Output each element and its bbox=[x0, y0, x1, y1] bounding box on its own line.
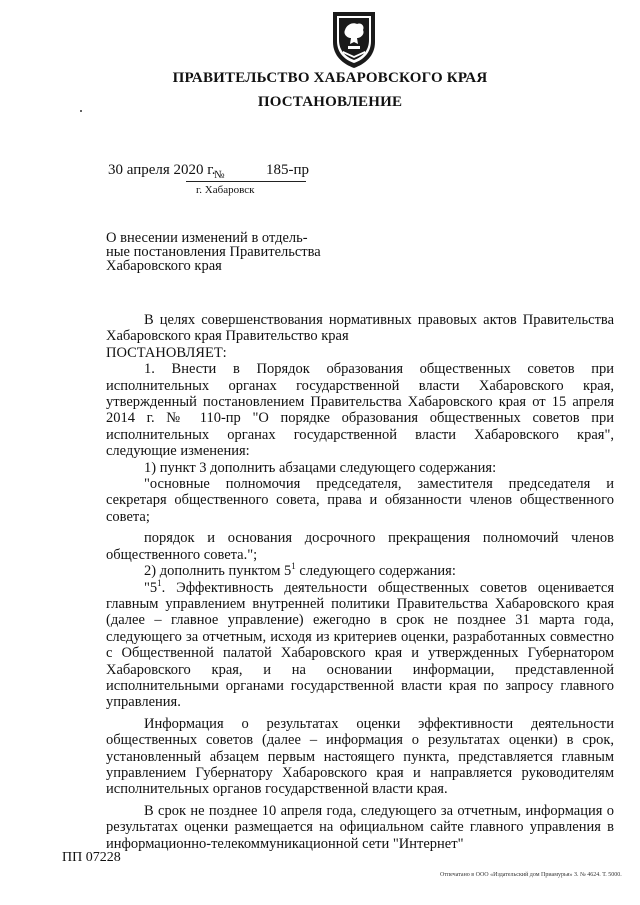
date-underline bbox=[186, 181, 306, 182]
document-subject bbox=[106, 231, 338, 273]
subject-line: ные постановления Правительства bbox=[106, 244, 321, 260]
document-date: 30 апреля 2020 г. bbox=[108, 162, 216, 178]
subject-line: Хабаровского края bbox=[106, 258, 222, 274]
point-5-1-paragraph bbox=[106, 577, 614, 711]
results-info-paragraph: Информация о результатах оценки эффективности деятельности общественных советов (далее – информация о результатах оценки) в срок, установленный абзацем первым настоящего пункта, представляется главным управлением Губернатору Хабаровского края и направляется руководителям исполнительных органов государственной власти края. bbox=[106, 715, 614, 798]
scan-speck bbox=[80, 110, 82, 112]
subitem-1-paragraph: 1) пункт 3 дополнить абзацами следующего содержания: bbox=[144, 459, 497, 476]
superscript: 1 bbox=[157, 577, 162, 588]
coat-of-arms-icon bbox=[327, 8, 381, 70]
subitem-2-text: 2) дополнить пунктом 5 bbox=[144, 563, 292, 580]
decree-word: ПОСТАНОВЛЯЕТ: bbox=[106, 344, 227, 361]
printer-imprint: Отпечатано в ООО «Издательский дом Приамурья» З. № 4624. Т. 5000. bbox=[440, 872, 622, 878]
item-1-paragraph: 1. Внести в Порядок образования общественных советов при исполнительных органах государственной власти Хабаровского края, утвержденный постановлением Правительства Хабаровского края от 15 апреля 2014 г. № 110-пр "О порядке образования общественных советов при исполнительных органах государственной власти Хабаровского края", следующие изменения: bbox=[106, 361, 614, 460]
document-body bbox=[106, 312, 614, 852]
publication-paragraph: В срок не позднее 10 апреля года, следующего за отчетным, информация о результатах оценки размещается на официальном сайте главного управления в информационно-телекоммуникационной сети "Интернет" bbox=[106, 802, 614, 852]
early-termination-paragraph: порядок и основания досрочного прекращения полномочий членов общественного совета."; bbox=[106, 530, 614, 563]
preamble-paragraph: В целях совершенствования нормативных правовых актов Правительства Хабаровского края Правительство края bbox=[106, 312, 614, 345]
subject-line: О внесении изменений в отдель- bbox=[106, 230, 308, 246]
subitem-2-paragraph bbox=[106, 563, 614, 579]
footer-code: ПП 07228 bbox=[62, 850, 121, 865]
subitem-2-text-end: следующего содержания: bbox=[295, 563, 456, 580]
document-type: ПОСТАНОВЛЕНИЕ bbox=[257, 94, 403, 110]
point-5-1-start: "5 bbox=[144, 579, 158, 596]
point-5-1-text: . Эффективность деятельности общественных советов оценивается главным управлением внутренней политики Правительства Хабаровского края (далее – главное управление) ежегодно в срок не позднее 31 марта года, следующего за отчетным, исходя из критериев оценки, разработанных совместно с Общественной палатой Хабаровского края и утвержденных Губернатором Хабаровского края, и на основании информации, представленной исполнительными органами государственной власти края по запросу главного управления. bbox=[106, 579, 614, 711]
superscript: 1 bbox=[291, 561, 296, 572]
document-number: 185-пр bbox=[266, 162, 310, 178]
government-title: ПРАВИТЕЛЬСТВО ХАБАРОВСКОГО КРАЯ bbox=[172, 70, 488, 86]
number-sign: № bbox=[214, 169, 225, 181]
quoted-powers-paragraph: "основные полномочия председателя, заместителя председателя и секретаря общественного совета, права и обязанности членов общественного совета; bbox=[106, 476, 614, 525]
document-city: г. Хабаровск bbox=[196, 184, 255, 196]
